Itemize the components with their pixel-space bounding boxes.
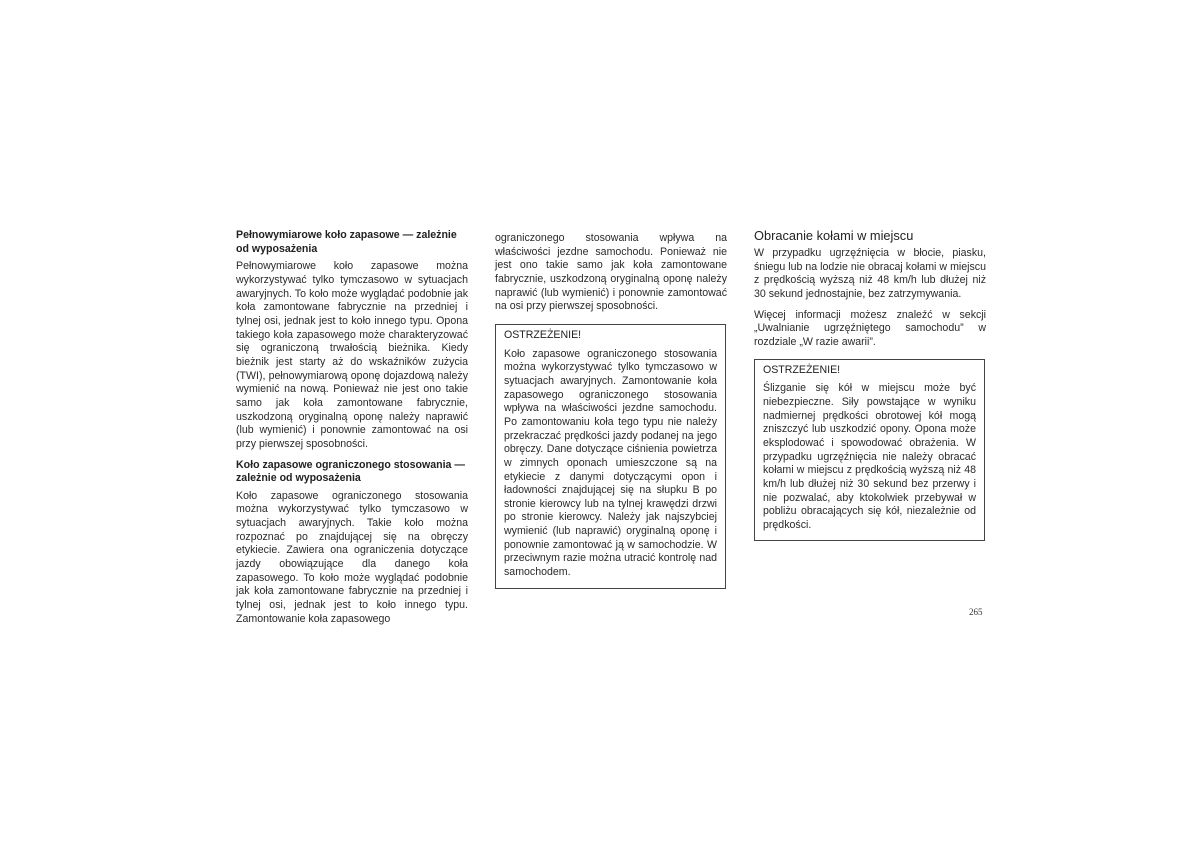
- paragraph-full-size-spare: Pełnowymiarowe koło zapasowe można wykorzystywać tylko tymczasowo w sytuacjach awaryjnych. To koło może wyglądać podobnie jak koła zamontowane fabrycznie na przedniej i tylnej osi, jednak jest to koło innego typu. Opona takiego koła zapasowego może charakteryzować się ograniczoną trwałością bieżnika. Kiedy bieżnik jest starty aż do wskaźników zużycia (TWI), pełnowymiarową oponę dojazdową należy wymienić na nową. Ponieważ nie jest ono takie samo jak koła zamontowane fabrycznie, uszkodzoną oryginalną oponę należy naprawić (lub wymienić) i ponownie zamontować na osi przy pierwszej sposobności.: [236, 260, 468, 450]
- paragraph-wheel-spinning: W przypadku ugrzęźnięcia w błocie, piasku, śniegu lub na lodzie nie obracaj kołami w miejscu z prędkością wyższą niż 48 km/h lub dłużej niż 30 sekund jednostajnie, bez zatrzymywania.: [754, 247, 986, 300]
- warning-title: OSTRZEŻENIE!: [504, 328, 582, 341]
- warning-text: Ślizganie się kół w miejscu może być niebezpieczne. Siły powstające w wyniku nadmiernej prędkości obrotowej kół mogą zniszczyć lub uszkodzić opony. Opona może eksplodować i spowodować obrażenia. W przypadku ugrzęźnięcia nie należy obracać kołami w miejscu z prędkością wyższą niż 48 km/h lub dłużej niż 30 sekund bez przerwy i nie pozwalać, aby ktokolwiek przebywał w pobliżu obracających się kół, niezależnie od prędkości.: [763, 382, 976, 531]
- section-heading-full-size-spare: Pełnowymiarowe koło zapasowe — zależnie od wyposażenia: [236, 229, 457, 255]
- warning-box-limited-use: [495, 324, 726, 589]
- section-heading-wheel-spinning: Obracanie kołami w miejscu: [754, 228, 914, 243]
- column-middle: [495, 232, 727, 589]
- section-heading-limited-use-spare: Koło zapasowe ograniczonego stosowania — zależnie od wyposażenia: [236, 458, 465, 485]
- warning-box-wheel-spinning: [754, 359, 985, 542]
- paragraph-more-info: Więcej informacji możesz znaleźć w sekcji „Uwalnianie ugrzęźniętego samochodu” w rozdziale „W razie awarii”.: [754, 308, 986, 348]
- warning-text: Koło zapasowe ograniczonego stosowania można wykorzystywać tylko tymczasowo w sytuacjach awaryjnych. Zamontowanie koła zapasowego ograniczonego stosowania wpływa na właściwości jezdne samochodu. Po zamontowaniu koła tego typu nie należy przekraczać prędkości jazdy podanej na jego obręczy. Dane dotyczące ciśnienia powietrza w zimnych oponach umieszczone są na etykiecie z danymi dotyczącymi opon i ładowności znajdującej się na słupku B po stronie kierowcy lub na tylnej krawędzi drzwi po stronie kierowcy. Należy jak najszybciej wymienić (lub naprawić) oryginalną oponę i ponownie zamontować ją w samochodzie. W przeciwnym razie można utracić kontrolę nad samochodem.: [504, 347, 717, 579]
- page-number: 265: [969, 607, 983, 617]
- column-right: [754, 228, 986, 541]
- paragraph-limited-use-continued: ograniczonego stosowania wpływa na właściwości jezdne samochodu. Ponieważ nie jest ono takie samo jak koła zamontowane fabrycznie, uszkodzoną oryginalną oponę należy naprawić (lub wymienić) i ponownie zamontować na osi przy pierwszej sposobności.: [495, 232, 727, 313]
- paragraph-limited-use-spare: Koło zapasowe ograniczonego stosowania można wykorzystywać tylko tymczasowo w sytuacjach awaryjnych. Takie koło można rozpoznać po znajdującej się na obręczy etykiecie. Zawiera ona ograniczenia dotyczące jazdy obowiązujące dla danego koła zapasowego. To koło może wyglądać podobnie jak koła zamontowane fabrycznie na przedniej i tylnej osi, jednak jest to koło innego typu. Zamontowanie koła zapasowego: [236, 489, 468, 625]
- warning-title: OSTRZEŻENIE!: [763, 363, 841, 376]
- column-left: [236, 229, 468, 633]
